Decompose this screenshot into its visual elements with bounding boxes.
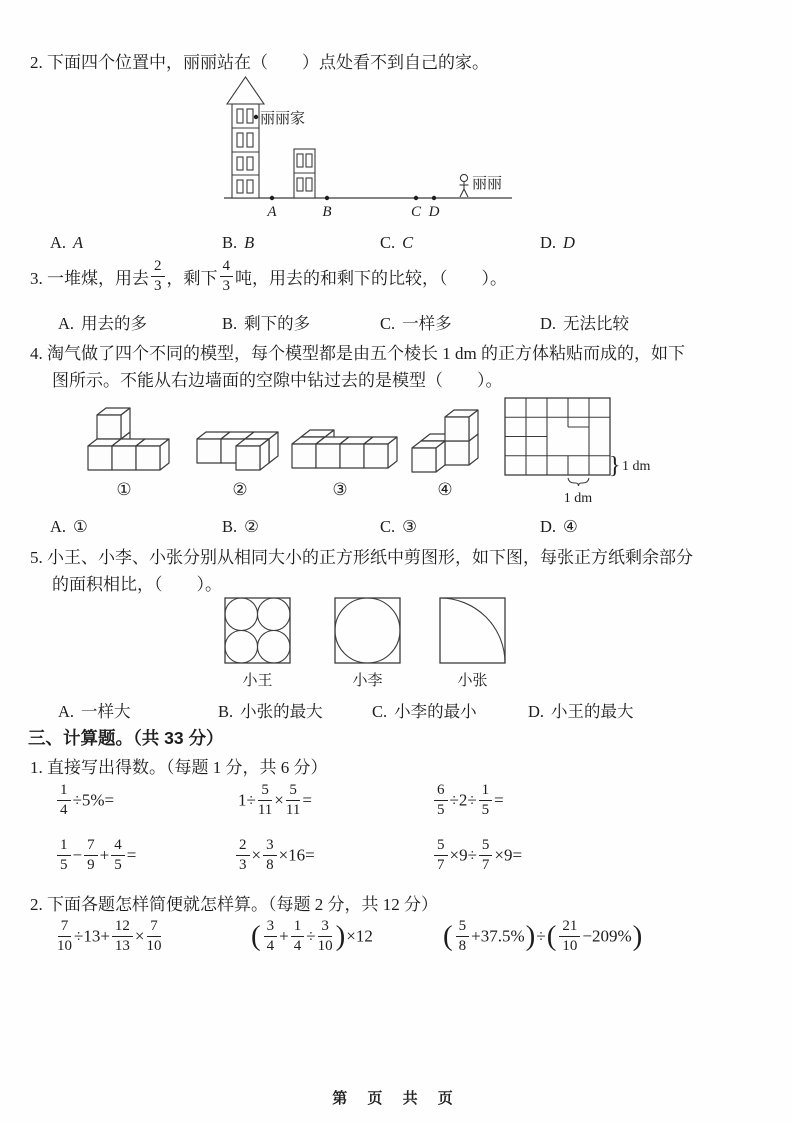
cube-face: [136, 446, 160, 470]
question-2-text: 2. 下面四个位置中，丽丽站在（ ）点处看不到自己的家。: [30, 53, 489, 72]
expr-text: +37.5%: [471, 926, 525, 946]
fraction: $\frac{3}{4}$: [264, 918, 278, 955]
point-b-dot: [325, 196, 329, 200]
cube-face: [445, 417, 469, 441]
expr-text: ×: [134, 926, 145, 946]
home-label: 丽丽家: [260, 111, 306, 127]
expr-text: 吨，用去的和剩下的比较，（ ）。: [235, 268, 507, 288]
option-b: B. B: [222, 233, 255, 252]
fraction: $\frac{5}{11}$: [257, 782, 273, 818]
wall-grid: [505, 398, 610, 475]
expr-text: =: [494, 790, 504, 810]
expr-text: ): [632, 919, 643, 952]
roof: [227, 77, 264, 104]
fraction: $\frac{4}{5}$: [111, 837, 125, 874]
square-one-circle: [335, 598, 400, 663]
home-dot: [254, 115, 258, 119]
fraction: $\frac{4}{3}$: [220, 258, 234, 295]
option-c: C. 一样多: [380, 314, 452, 333]
fraction: $\frac{5}{7}$: [479, 837, 493, 874]
expr-text: =: [126, 845, 137, 865]
expr-direct-3: [432, 782, 504, 819]
expr-simplify-3: [442, 918, 643, 955]
expr-text: ×9÷: [449, 845, 477, 865]
point-b-label: B: [322, 204, 332, 220]
model-1-label: ①: [116, 480, 132, 499]
expr-text: ×: [274, 790, 284, 810]
model-4-label: ④: [437, 480, 453, 499]
point-c-label: C: [410, 204, 422, 220]
fraction: $\frac{3}{10}$: [317, 918, 333, 954]
cutter-1-label: 小王: [242, 673, 273, 689]
expr-direct-2: [238, 782, 312, 819]
cube-face: [292, 444, 316, 468]
option-a: A. 一样大: [58, 702, 131, 721]
question-2-options: [0, 233, 793, 259]
expr-text: (: [251, 919, 261, 952]
question-4-text-line2: 图所示。不能从右边墙面的空隙中钻过去的是模型（ ）。: [52, 371, 503, 390]
expr-text: ，剩下: [166, 268, 218, 288]
cube-face: [340, 444, 364, 468]
question-4-text-line1: 4. 淘气做了四个不同的模型，每个模型都是由五个棱长 1 dm 的正方体粘贴而成的，如下: [30, 344, 685, 363]
expr-text: −: [72, 845, 83, 865]
cube-face: [445, 441, 469, 465]
fraction: $\frac{1}{5}$: [479, 782, 493, 819]
expr-simplify-2: [250, 918, 373, 955]
option-c: C. 小李的最小: [372, 702, 477, 721]
cube-face: [88, 446, 112, 470]
section-3-title: 三、计算题。（共 33 分）: [28, 728, 224, 748]
expr-simplify-1: [55, 918, 164, 955]
fraction: $\frac{5}{8}$: [456, 918, 470, 955]
model-3-label: ③: [332, 480, 348, 499]
square-quarter-circle: [440, 598, 505, 663]
cube-face: [412, 448, 436, 472]
person-label: 丽丽: [472, 176, 503, 192]
cube-face: [316, 444, 340, 468]
expr-direct-4: [55, 837, 136, 874]
cutter-2-label: 小李: [352, 673, 383, 689]
expr-text: (: [443, 919, 453, 952]
expr-direct-6: [432, 837, 522, 874]
point-d-label: D: [428, 204, 440, 220]
square-four-circles: [225, 598, 290, 663]
cutter-3-label: 小张: [457, 673, 488, 689]
option-b: B. ②: [222, 517, 259, 536]
page-footer: 第 页 共 页: [332, 1090, 461, 1107]
expr-text: +: [279, 926, 289, 946]
tall-building: [227, 77, 264, 198]
fraction: $\frac{6}{5}$: [434, 782, 448, 819]
simplify-calc-title: 2. 下面各题怎样简便就怎样算。（每题 2 分，共 12 分）: [30, 895, 438, 914]
fraction: $\frac{5}{11}$: [285, 782, 301, 818]
cube-face: [112, 446, 136, 470]
option-c: C. ③: [380, 517, 417, 536]
question-5-options: [0, 698, 793, 724]
option-a: A. A: [50, 233, 84, 252]
question-4-diagram: [60, 390, 750, 508]
fraction: $\frac{7}{10}$: [146, 918, 162, 954]
person-figure: [460, 174, 469, 197]
direct-calc-title: 1. 直接写出得数。（每题 1 分，共 6 分）: [30, 758, 328, 777]
option-d: D. D: [540, 233, 575, 252]
expr-text: ×12: [346, 926, 373, 946]
expr-text: 1÷: [238, 790, 256, 810]
wall-bottom-dim: 1 dm: [563, 491, 593, 506]
model-2-label: ②: [232, 480, 248, 499]
point-a-dot: [270, 196, 274, 200]
expr-text: ): [525, 919, 536, 952]
question-5-text-line2: 的面积相比，（ ）。: [52, 575, 222, 594]
fraction: $\frac{1}{5}$: [57, 837, 71, 874]
expr-text: ÷: [536, 926, 546, 946]
expr-text: ×9=: [494, 845, 523, 865]
fraction: $\frac{1}{4}$: [291, 918, 305, 955]
option-b: B. 剩下的多: [222, 314, 311, 333]
option-c: C. C: [380, 233, 414, 252]
fraction: $\frac{1}{4}$: [57, 782, 71, 819]
point-d-dot: [432, 196, 436, 200]
question-5-diagram: [215, 593, 515, 691]
option-d: D. 小王的最大: [528, 702, 634, 721]
expr-text: 3. 一堆煤，用去: [30, 268, 149, 288]
question-3-options: [0, 310, 793, 336]
cube-face: [236, 446, 260, 470]
question-4-options: [0, 517, 793, 543]
expr-text: (: [546, 919, 557, 952]
fraction: $\frac{5}{7}$: [434, 837, 448, 874]
expr-text: =: [302, 790, 312, 810]
expr-text: ): [335, 919, 346, 952]
expr-text: ÷2÷: [449, 790, 477, 810]
option-d: D. 无法比较: [540, 314, 630, 333]
fraction: $\frac{7}{10}$: [57, 918, 72, 954]
question-5-text-line1: 5. 小王、小李、小张分别从相同大小的正方形纸中剪图形，如下图，每张正方纸剩余部分: [30, 548, 693, 567]
option-a: A. ①: [50, 517, 88, 536]
fraction: $\frac{12}{13}$: [112, 918, 133, 955]
point-c-dot: [414, 196, 418, 200]
option-b: B. 小张的最大: [218, 702, 323, 721]
expr-text: ÷13+: [74, 926, 110, 946]
expr-text: ÷5%=: [72, 790, 115, 810]
expr-text: ÷: [306, 926, 316, 946]
wall-side-dim: 1 dm: [622, 459, 651, 474]
expr-text: −209%: [582, 926, 632, 946]
bottom-brace: [568, 478, 589, 486]
expr-text: +: [99, 845, 110, 865]
expr-text: ×16=: [278, 845, 315, 865]
fraction: $\frac{3}{8}$: [263, 837, 277, 874]
option-d: D. ④: [540, 517, 578, 536]
cube-face: [364, 444, 388, 468]
middle-building: [294, 149, 315, 198]
cube-face: [97, 415, 121, 439]
question-2-diagram: [212, 74, 517, 226]
right-brace: }: [609, 453, 621, 479]
expr-direct-5: [234, 837, 315, 874]
point-a-label: A: [267, 204, 277, 220]
expr-direct-1: [55, 782, 114, 819]
fraction: $\frac{2}{3}$: [151, 258, 165, 295]
cube-models: [88, 408, 478, 472]
fraction: $\frac{7}{9}$: [84, 837, 98, 874]
expr-text: ×: [251, 845, 262, 865]
fraction: $\frac{2}{3}$: [236, 837, 250, 874]
option-a: A. 用去的多: [58, 314, 148, 333]
cube-face: [197, 439, 221, 463]
question-3-text: [30, 258, 507, 295]
fraction: $\frac{21}{10}$: [559, 918, 580, 955]
